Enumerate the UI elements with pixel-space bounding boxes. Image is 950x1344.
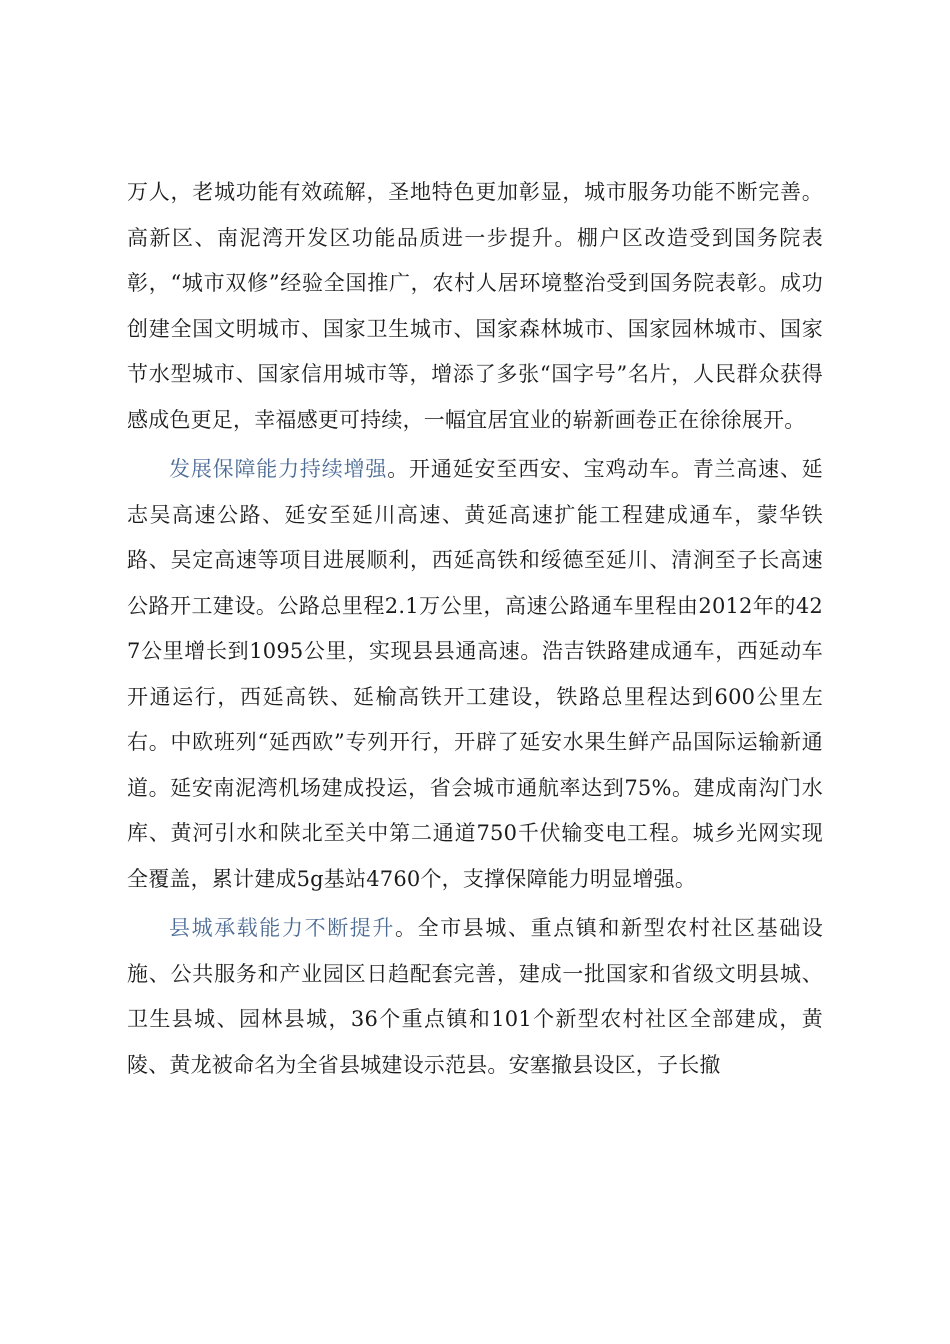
paragraph-urban-services	[127, 170, 823, 443]
document-body	[127, 170, 823, 1092]
paragraph-development-support	[127, 447, 823, 902]
paragraph-text: 。开通延安至西安、宝鸡动车。青兰高速、延志吴高速公路、延安至延川高速、黄延高速扩能工程建成通车，蒙华铁路、吴定高速等项目进展顺利，西延高铁和绥德至延川、清涧至子长高速公路开工建设。公路总里程2.1万公里，高速公路通车里程由2012年的427公里增长到1095公里，实现县县通高速。浩吉铁路建成通车，西延动车开通运行，西延高铁、延榆高铁开工建设，铁路总里程达到600公里左右。中欧班列“延西欧”专列开行，开辟了延安水果生鲜产品国际运输新通道。延安南泥湾机场建成投运，省会城市通航率达到75%。建成南沟门水库、黄河引水和陕北至关中第二通道750千伏输变电工程。城乡光网实现全覆盖，累计建成5g基站4760个，支撑保障能力明显增强。	[127, 457, 824, 891]
paragraph-county-capacity	[127, 906, 823, 1088]
section-lead-heading: 县城承载能力不断提升	[169, 916, 395, 940]
paragraph-text: 。全市县城、重点镇和新型农村社区基础设施、公共服务和产业园区日趋配套完善，建成一批国家和省级文明县城、卫生县城、园林县城，36个重点镇和101个新型农村社区全部建成，黄陵、黄龙被命名为全省县城建设示范县。安塞撤县设区，子长撤	[127, 916, 823, 1077]
paragraph-text: 万人，老城功能有效疏解，圣地特色更加彰显，城市服务功能不断完善。高新区、南泥湾开发区功能品质进一步提升。棚户区改造受到国务院表彰，“城市双修”经验全国推广，农村人居环境整治受到国务院表彰。成功创建全国文明城市、国家卫生城市、国家森林城市、国家园林城市、国家节水型城市、国家信用城市等，增添了多张“国字号”名片，人民群众获得感成色更足，幸福感更可持续，一幅宜居宜业的崭新画卷正在徐徐展开。	[127, 180, 823, 432]
section-lead-heading: 发展保障能力持续增强	[169, 457, 388, 481]
